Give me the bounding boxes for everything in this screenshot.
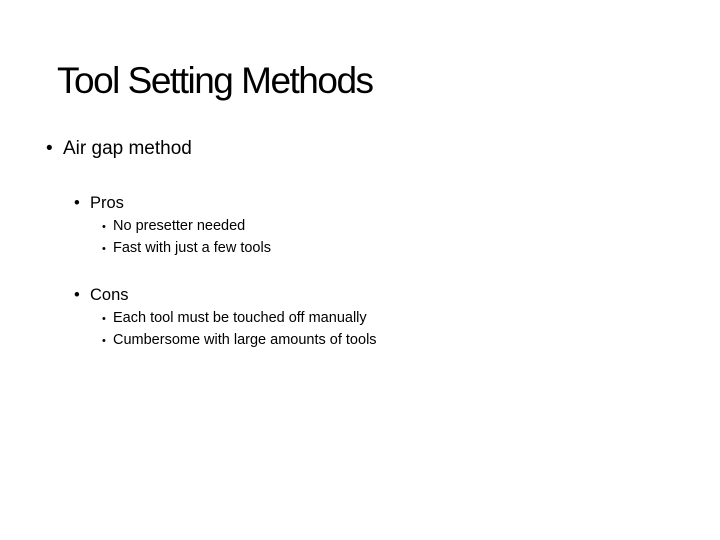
bullet-cons [74,284,129,306]
bullet-pros-item-2 [102,239,271,259]
bullet-text: No presetter needed [113,218,246,234]
bullet-dot-icon: • [102,335,106,347]
bullet-pros-item-1 [102,217,245,237]
bullet-cons-item-2 [102,331,377,351]
bullet-pros [74,192,124,214]
bullet-text: Each tool must be touched off manually [113,310,367,326]
bullet-dot-icon: • [102,313,106,325]
slide-title: Tool Setting Methods [57,60,373,101]
bullet-cons-item-1 [102,309,367,329]
bullet-dot-icon: • [74,286,80,304]
bullet-text: Pros [90,194,124,212]
bullet-dot-icon: • [74,194,80,212]
bullet-text: Air gap method [63,138,192,159]
bullet-air-gap-method [46,137,192,161]
bullet-dot-icon: • [102,221,106,233]
bullet-text: Fast with just a few tools [113,240,271,256]
bullet-dot-icon: • [46,138,53,159]
bullet-text: Cumbersome with large amounts of tools [113,332,377,348]
bullet-dot-icon: • [102,243,106,255]
bullet-text: Cons [90,286,129,304]
